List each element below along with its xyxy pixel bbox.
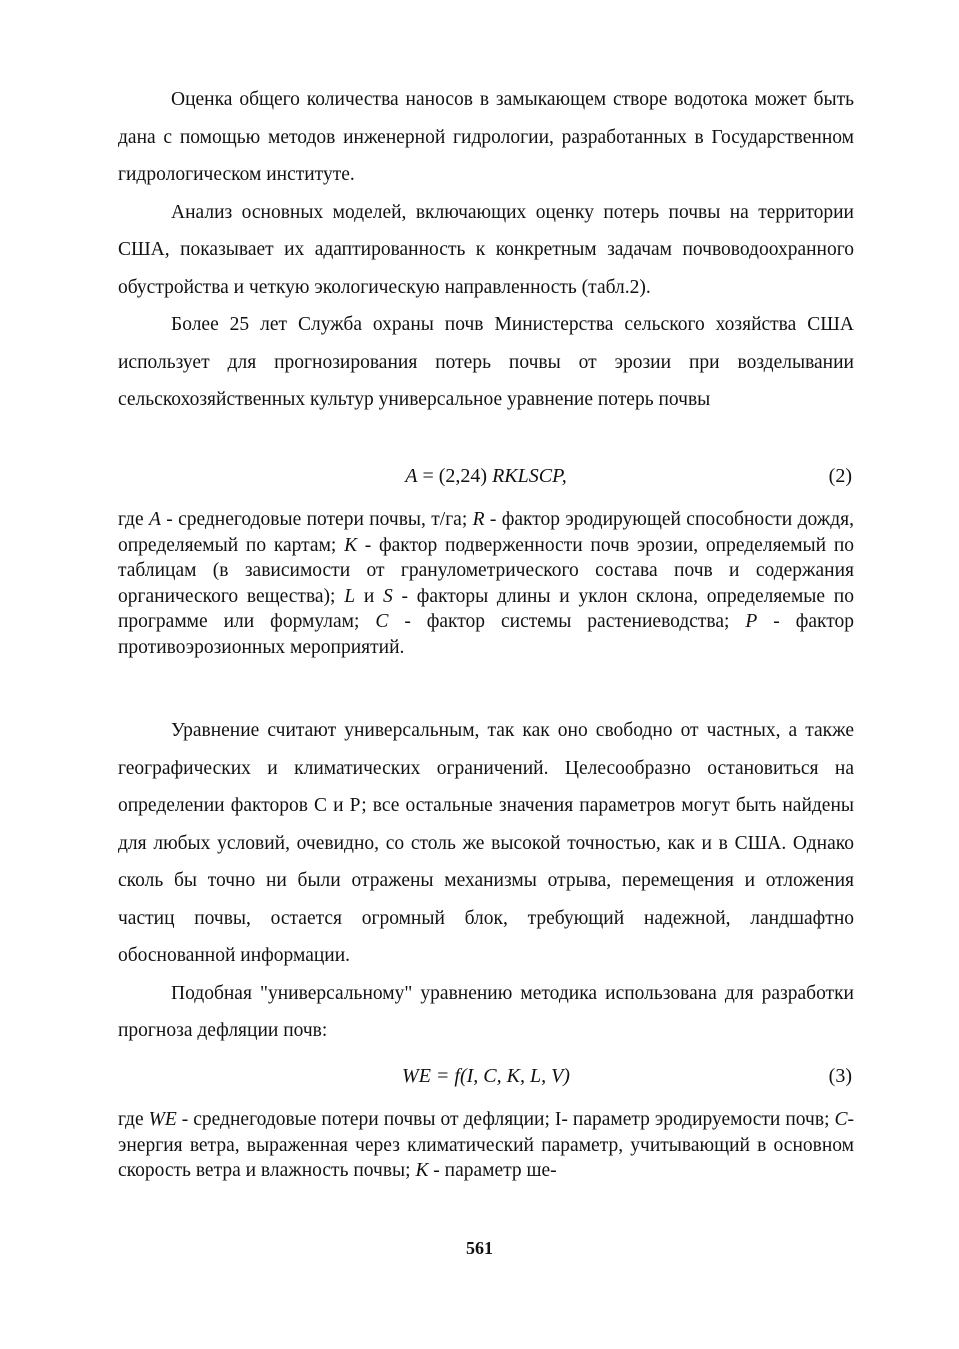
text-block-top bbox=[118, 81, 854, 419]
paragraph-deflation-method: Подобная "универсальному" уравнению методика использована для разработки прогноза дефляции почв: bbox=[118, 982, 854, 1041]
usle-variables-legend: где A - среднегодовые потери почвы, т/га; R - фактор эродирующей способности дождя, определяемый по картам; К - фактор подверженности почв эрозии, определяемый по таблицам (в зависимости от гранулометрического состава почв и содержания органического вещества); L и S - факторы длины и уклон склона, определяемые по программе или формулам; С - фактор системы растениеводства; Р - фактор противоэрозионных мероприятий. bbox=[118, 509, 855, 658]
equation-deflation bbox=[118, 1061, 854, 1091]
page-number: 561 bbox=[466, 1238, 493, 1258]
equation-deflation-number: (3) bbox=[828, 1065, 852, 1087]
equation-deflation-formula: WE = f(I, C, K, L, V) bbox=[402, 1065, 570, 1087]
deflation-variables-legend: где WE - среднегодовые потери почвы от дефляции; I- параметр эродируемости почв; С-энергия ветра, выраженная через климатический параметр, учитывающий в основном скорость ветра и влажность почвы; К - параметр ше- bbox=[118, 1109, 854, 1181]
equation-usle-formula: A = (2,24) RKLSCP, bbox=[405, 465, 567, 487]
equation-usle bbox=[118, 461, 854, 491]
equation-usle-number: (2) bbox=[828, 465, 852, 487]
text-block-middle bbox=[118, 712, 854, 1050]
paragraph-universal-equation: Уравнение считают универсальным, так как оно свободно от частных, а также географических и климатических ограничений. Целесообразно остановиться на определении факторов С и Р; все остальные значения параметров могут быть найдены для любых условий, очевидно, со столь же высокой точностью, как и в США. Однако сколь бы точно ни были отражены механизмы отрыва, перемещения и отложения частиц почвы, остается огромный блок, требующий надежной, ландшафтно обоснованной информации. bbox=[118, 720, 854, 966]
paragraph-sediment-estimate: Оценка общего количества наносов в замыкающем створе водотока может быть дана с помощью методов инженерной гидрологии, разработанных в Государственном гидрологическом институте. bbox=[118, 89, 854, 185]
paragraph-usle-intro: Более 25 лет Служба охраны почв Министерства сельского хозяйства США использует для прогнозирования потерь почвы от эрозии при возделывании сельскохозяйственных культур универсальное уравнение потерь почвы bbox=[118, 314, 854, 410]
paragraph-models-analysis: Анализ основных моделей, включающих оценку потерь почвы на территории США, показывает их адаптированность к конкретным задачам почвоводоохранного обустройства и четкую экологическую направленность (табл.2). bbox=[118, 201, 854, 298]
